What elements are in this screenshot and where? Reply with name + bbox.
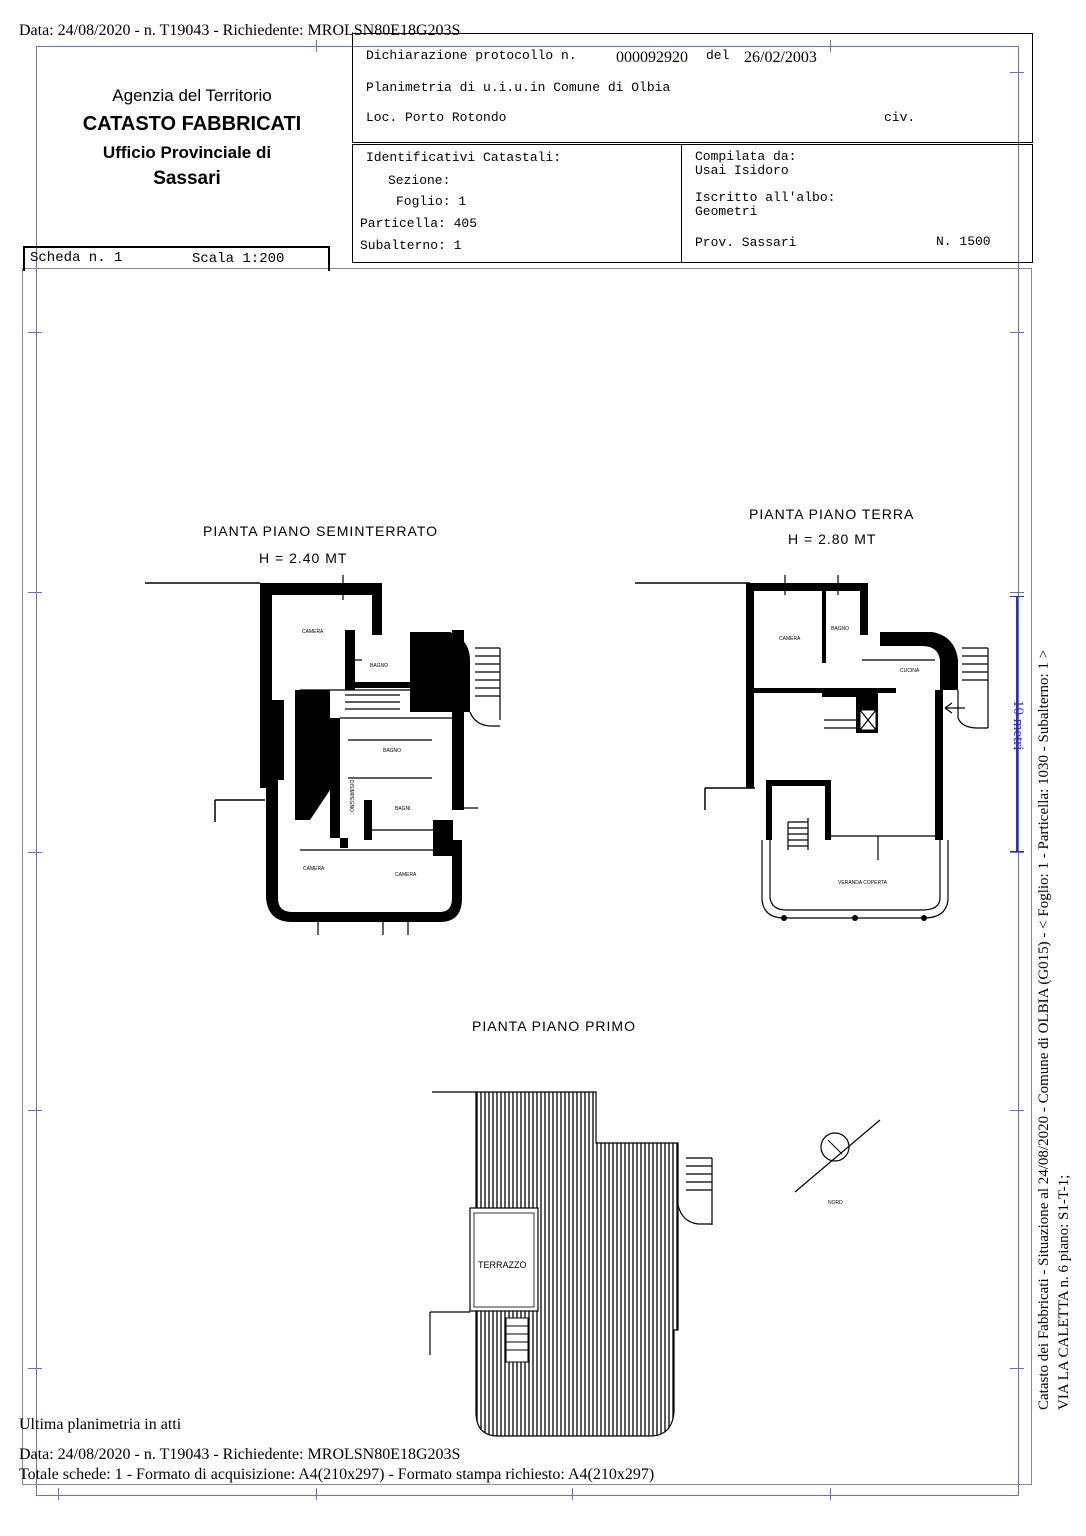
identifiers-title: Identificativi Catastali: xyxy=(366,150,562,165)
north-label: NORD xyxy=(828,1200,843,1206)
compiler-title: Compilata da: xyxy=(695,149,797,164)
primo-floor-plan xyxy=(425,1085,725,1440)
terra-title: PIANTA PIANO TERRA xyxy=(749,506,915,522)
room-label-disimpegno: DISIMPEGNO xyxy=(310,710,316,742)
room-label-bagno: BAGNO xyxy=(383,748,402,754)
frame-tick xyxy=(28,852,42,853)
frame-tick xyxy=(1010,592,1024,593)
identifiers-sezione: Sezione: xyxy=(388,173,451,188)
north-arrow xyxy=(785,1110,885,1210)
room-label-disimpegno: DISIMPEGNO xyxy=(348,780,354,812)
agency-catasto: CATASTO FABBRICATI xyxy=(82,113,302,135)
declaration-number: 000092920 xyxy=(616,49,688,66)
frame-tick xyxy=(28,1368,42,1369)
identifiers-particella: Particella: 405 xyxy=(360,216,478,231)
frame-tick xyxy=(1010,1368,1024,1369)
declaration-location: Loc. Porto Rotondo xyxy=(366,110,507,125)
agency-name: Agenzia del Territorio xyxy=(112,86,272,105)
seminterrato-height: H = 2.40 MT xyxy=(259,550,348,566)
seminterrato-title: PIANTA PIANO SEMINTERRATO xyxy=(203,523,439,539)
declaration-date: 26/02/2003 xyxy=(744,49,817,66)
side-text-situation: Catasto dei Fabbricati - Situazione al 24/08/2020 - Comune di OLBIA (G015) - < Foglio: 1 - Particella: 1030 - Subalterno: 1 > xyxy=(1036,649,1052,1410)
frame-tick xyxy=(28,332,42,333)
footer-format-line: Totale schede: 1 - Formato di acquisizione: A4(210x297) - Formato stampa richiesto: A4(210x297) xyxy=(19,1466,655,1483)
declaration-plan-line: Planimetria di u.i.u.in Comune di Olbia xyxy=(366,80,671,95)
side-text-address: VIA LA CALETTA n. 6 piano: S1-T-1; xyxy=(1056,1174,1072,1410)
compiler-province: Prov. Sassari xyxy=(695,235,797,250)
room-label-terrazzo: TERRAZZO xyxy=(478,1260,527,1270)
identifiers-subalterno: Subalterno: 1 xyxy=(360,238,462,253)
frame-tick xyxy=(1010,1110,1024,1111)
room-label-camera: CAMERA xyxy=(303,866,325,872)
room-label-camera: CAMERA xyxy=(779,636,801,642)
room-label-bagni: BAGNI xyxy=(395,806,411,812)
header-request-line: Data: 24/08/2020 - n. T19043 - Richiedente: MROLSN80E18G203S xyxy=(19,22,461,39)
frame-tick xyxy=(830,1488,831,1500)
identifiers-foglio: Foglio: 1 xyxy=(396,194,467,209)
declaration-label: Dichiarazione protocollo n. xyxy=(366,48,577,63)
declaration-del: del xyxy=(706,48,730,63)
scheda-scale: Scala 1:200 xyxy=(192,251,285,267)
scale-bar-cap xyxy=(1010,596,1024,597)
room-label-veranda: VERANDA COPERTA xyxy=(838,880,887,886)
room-label-cucina: CUCINA xyxy=(900,668,920,674)
agency-office: Ufficio Provinciale di xyxy=(102,143,272,162)
scale-bar-label: 10 metri xyxy=(1010,700,1026,751)
declaration-civ: civ. xyxy=(884,110,916,125)
compiler-number: N. 1500 xyxy=(936,234,991,249)
agency-city: Sassari xyxy=(153,168,221,189)
seminterrato-floor-plan xyxy=(140,570,520,950)
scheda-number: Scheda n. 1 xyxy=(30,250,123,266)
frame-tick xyxy=(1010,852,1024,853)
compiler-name: Usai Isidoro xyxy=(695,163,789,178)
frame-tick xyxy=(1010,332,1024,333)
frame-tick xyxy=(28,592,42,593)
footer-request-line: Data: 24/08/2020 - n. T19043 - Richiedente: MROLSN80E18G203S xyxy=(19,1446,461,1463)
frame-tick xyxy=(58,1488,59,1500)
terra-height: H = 2.80 MT xyxy=(788,531,877,547)
scale-bar-cap xyxy=(1010,851,1024,852)
footer-last-plan: Ultima planimetria in atti xyxy=(19,1416,182,1433)
room-label-bagno: BAGNO xyxy=(370,663,389,669)
frame-tick xyxy=(316,1488,317,1500)
frame-tick xyxy=(28,1110,42,1111)
frame-tick xyxy=(316,40,317,52)
primo-title: PIANTA PIANO PRIMO xyxy=(472,1018,636,1034)
room-label-bagno: BAGNO xyxy=(831,626,850,632)
compiler-albo: Iscritto all'albo: xyxy=(695,190,836,205)
room-label-camera: CAMERA xyxy=(395,872,417,878)
terra-floor-plan xyxy=(630,570,1000,930)
compiler-profession: Geometri xyxy=(695,204,758,219)
room-label-camera: CAMERA xyxy=(302,629,324,635)
frame-tick xyxy=(572,1488,573,1500)
